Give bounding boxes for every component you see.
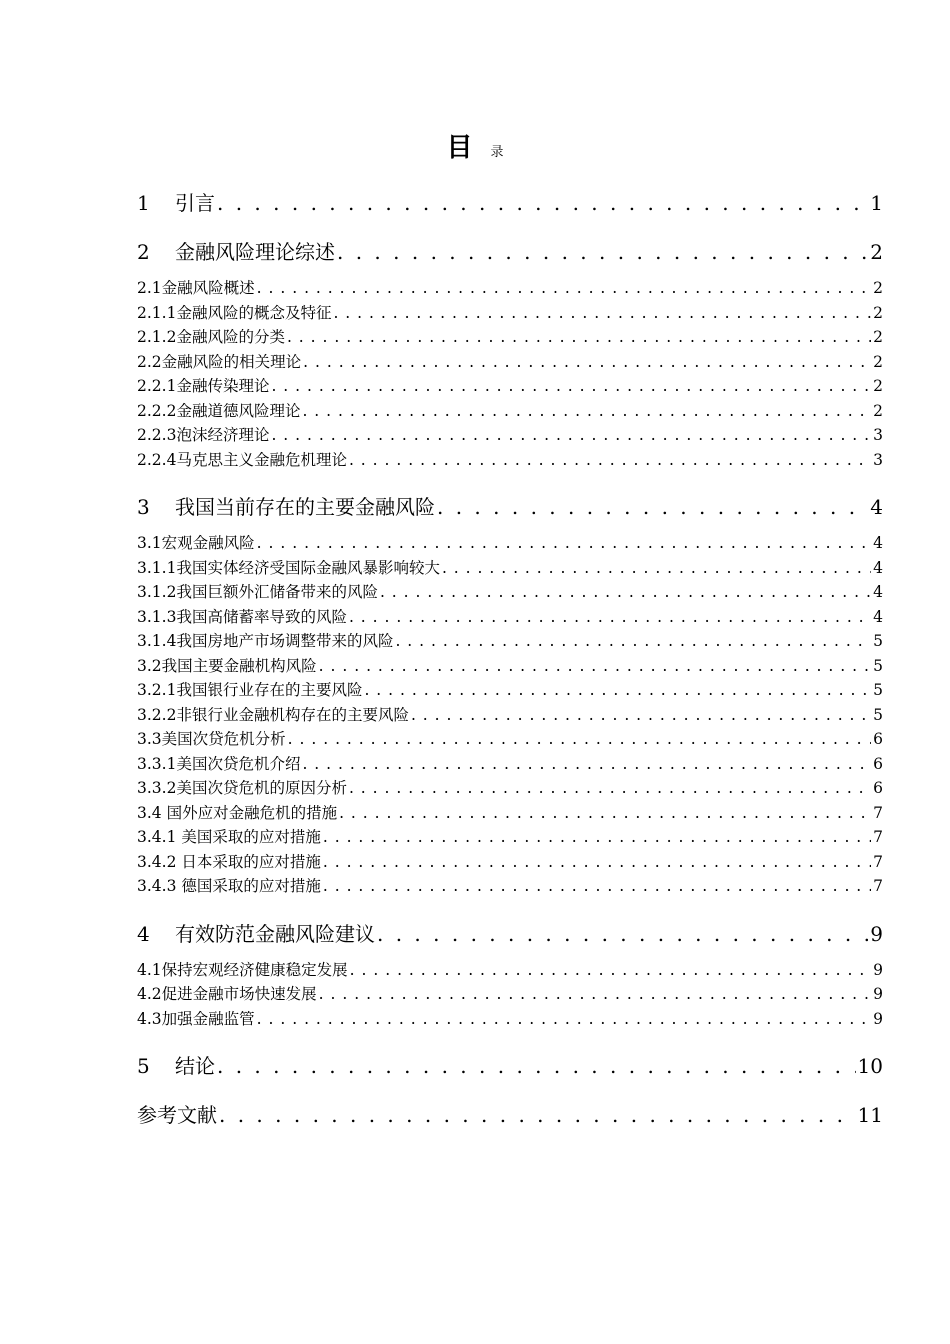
toc-entry-label bbox=[137, 850, 321, 875]
toc-page-number: 5 bbox=[873, 681, 883, 699]
toc-dot-leader bbox=[349, 605, 871, 630]
toc-entry-label bbox=[137, 350, 301, 375]
toc-dot-leader bbox=[350, 958, 871, 983]
toc-page-number: 9 bbox=[870, 921, 883, 946]
toc-dot-leader bbox=[323, 874, 871, 899]
toc-entry-label bbox=[137, 654, 317, 679]
toc-chapter-entry[interactable] bbox=[137, 190, 883, 217]
toc-chapter-entry[interactable] bbox=[137, 1053, 883, 1080]
toc-entry-label bbox=[137, 752, 300, 777]
toc-dot-leader bbox=[271, 374, 871, 399]
toc-entry-text: 4.2促进金融市场快速发展 bbox=[137, 985, 317, 1003]
toc-section-entry[interactable] bbox=[137, 958, 883, 983]
toc-page-number: 4 bbox=[873, 534, 883, 552]
toc-page-number: 9 bbox=[873, 985, 883, 1003]
toc-dot-leader bbox=[287, 325, 871, 350]
toc-entry-label bbox=[137, 239, 335, 266]
toc-chapter-entry[interactable] bbox=[137, 1102, 883, 1129]
toc-title bbox=[0, 132, 950, 169]
toc-chapter-number: 1 bbox=[137, 191, 150, 215]
toc-entry-label bbox=[137, 982, 317, 1007]
toc-dot-leader bbox=[271, 423, 871, 448]
toc-entry-text: 3.4.2 日本采取的应对措施 bbox=[137, 852, 321, 871]
toc-dot-leader bbox=[395, 629, 871, 654]
toc-section-entry[interactable] bbox=[137, 703, 883, 728]
toc-section-entry[interactable] bbox=[137, 605, 883, 630]
toc-dot-leader bbox=[437, 494, 868, 521]
toc-page-number: 5 bbox=[873, 632, 883, 650]
toc-chapter-number: 4 bbox=[137, 921, 150, 946]
toc-dot-leader bbox=[337, 239, 868, 266]
toc-entry-label bbox=[137, 423, 269, 448]
toc-entry-text: 有效防范金融风险建议 bbox=[175, 921, 375, 946]
toc-section-entry[interactable] bbox=[137, 580, 883, 605]
toc-dot-leader bbox=[217, 190, 868, 217]
toc-entry-text: 我国当前存在的主要金融风险 bbox=[175, 495, 435, 519]
toc-dot-leader bbox=[217, 1053, 856, 1080]
toc-entry-label bbox=[137, 703, 409, 728]
toc-entry-label bbox=[137, 1053, 215, 1080]
toc-entry-text: 2.2.1金融传染理论 bbox=[137, 377, 270, 395]
toc-entry-label bbox=[137, 678, 362, 703]
toc-page-number: 4 bbox=[873, 607, 883, 626]
toc-entry-text: 3.4.1 美国采取的应对措施 bbox=[137, 828, 321, 846]
toc-dot-leader bbox=[333, 301, 871, 326]
toc-section-entry[interactable] bbox=[137, 629, 883, 654]
toc-section-entry[interactable] bbox=[137, 1007, 883, 1032]
toc-section-entry[interactable] bbox=[137, 556, 883, 581]
toc-dot-leader bbox=[380, 580, 871, 605]
toc-entry-label bbox=[137, 874, 321, 899]
toc-dot-leader bbox=[323, 850, 871, 875]
toc-entry-text: 3.1.3我国高储蓄率导致的风险 bbox=[137, 607, 347, 626]
table-of-contents bbox=[137, 190, 883, 1129]
toc-chapter-number: 5 bbox=[137, 1054, 150, 1078]
toc-section-entry[interactable] bbox=[137, 531, 883, 556]
toc-section-entry[interactable] bbox=[137, 801, 883, 826]
toc-page-number: 6 bbox=[873, 730, 883, 748]
toc-dot-leader bbox=[257, 531, 871, 556]
toc-dot-leader bbox=[302, 752, 871, 777]
toc-page-number: 2 bbox=[873, 279, 883, 297]
toc-title-sub: 录 bbox=[490, 145, 504, 160]
toc-entry-label bbox=[137, 190, 215, 217]
toc-page-number: 7 bbox=[873, 828, 883, 846]
toc-page-number: 2 bbox=[873, 303, 883, 322]
toc-dot-leader bbox=[349, 448, 871, 473]
toc-entry-text: 3.3美国次贷危机分析 bbox=[137, 730, 286, 748]
toc-entry-label bbox=[137, 399, 300, 424]
toc-entry-text: 4.1保持宏观经济健康稳定发展 bbox=[137, 960, 348, 979]
toc-section-entry[interactable] bbox=[137, 850, 883, 875]
toc-section-entry[interactable] bbox=[137, 350, 883, 375]
toc-entry-text: 3.1.4我国房地产市场调整带来的风险 bbox=[137, 632, 394, 650]
toc-entry-text: 2.2.2金融道德风险理论 bbox=[137, 401, 301, 420]
toc-entry-text: 2.2金融风险的相关理论 bbox=[137, 352, 302, 371]
toc-chapter-number: 3 bbox=[137, 495, 150, 519]
toc-entry-label bbox=[137, 1007, 255, 1032]
toc-page-number: 1 bbox=[870, 191, 883, 215]
toc-section-entry[interactable] bbox=[137, 301, 883, 326]
toc-dot-leader bbox=[303, 350, 871, 375]
toc-entry-label bbox=[137, 958, 348, 983]
toc-entry-text: 3.2.2非银行业金融机构存在的主要风险 bbox=[137, 705, 409, 724]
toc-entry-text: 2.1.2金融风险的分类 bbox=[137, 328, 285, 346]
toc-entry-label bbox=[137, 580, 378, 605]
toc-entry-text: 3.4.3 德国采取的应对措施 bbox=[137, 877, 321, 895]
toc-entry-label bbox=[137, 301, 331, 326]
toc-page-number: 2 bbox=[873, 352, 883, 371]
toc-dot-leader bbox=[364, 678, 871, 703]
toc-entry-text: 2.2.4马克思主义金融危机理论 bbox=[137, 450, 347, 469]
toc-page-number: 9 bbox=[873, 960, 883, 979]
toc-entry-text: 参考文献 bbox=[137, 1103, 217, 1127]
toc-entry-text: 4.3加强金融监管 bbox=[137, 1009, 255, 1028]
toc-section-entry[interactable] bbox=[137, 654, 883, 679]
toc-entry-text: 3.3.1美国次贷危机介绍 bbox=[137, 754, 301, 773]
toc-entry-text: 3.4 国外应对金融危机的措施 bbox=[137, 803, 338, 822]
toc-page-number: 4 bbox=[873, 558, 883, 577]
toc-section-entry[interactable] bbox=[137, 276, 883, 301]
toc-entry-text: 3.1.1我国实体经济受国际金融风暴影响较大 bbox=[137, 558, 440, 577]
toc-entry-label bbox=[137, 494, 435, 521]
toc-section-entry[interactable] bbox=[137, 982, 883, 1007]
toc-entry-label bbox=[137, 629, 393, 654]
toc-section-entry[interactable] bbox=[137, 825, 883, 850]
toc-dot-leader bbox=[257, 1007, 871, 1032]
toc-entry-label bbox=[137, 921, 375, 948]
toc-entry-text: 2.1金融风险概述 bbox=[137, 279, 255, 297]
toc-chapter-number: 2 bbox=[137, 240, 150, 264]
toc-section-entry[interactable] bbox=[137, 752, 883, 777]
toc-entry-label bbox=[137, 825, 321, 850]
toc-page-number: 7 bbox=[873, 877, 883, 895]
toc-title-main: 目 bbox=[446, 133, 473, 163]
toc-page-number: 10 bbox=[857, 1054, 883, 1078]
toc-page-number: 2 bbox=[873, 377, 883, 395]
toc-entry-label bbox=[137, 325, 285, 350]
toc-dot-leader bbox=[349, 776, 871, 801]
toc-dot-leader bbox=[319, 982, 871, 1007]
toc-page-number: 5 bbox=[873, 705, 883, 724]
toc-entry-label bbox=[137, 727, 286, 752]
toc-section-entry[interactable] bbox=[137, 776, 883, 801]
toc-page-number: 6 bbox=[873, 779, 883, 797]
toc-entry-label bbox=[137, 556, 440, 581]
toc-page-number: 5 bbox=[873, 656, 883, 675]
toc-chapter-entry[interactable] bbox=[137, 494, 883, 521]
toc-page-number: 9 bbox=[873, 1009, 883, 1028]
toc-dot-leader bbox=[302, 399, 871, 424]
toc-page-number: 4 bbox=[873, 583, 883, 601]
toc-section-entry[interactable] bbox=[137, 374, 883, 399]
toc-entry-label bbox=[137, 801, 337, 826]
toc-page-number: 3 bbox=[873, 450, 883, 469]
toc-entry-text: 3.3.2美国次贷危机的原因分析 bbox=[137, 779, 347, 797]
toc-page-number: 7 bbox=[873, 803, 883, 822]
toc-entry-text: 3.1宏观金融风险 bbox=[137, 534, 255, 552]
toc-page-number: 11 bbox=[857, 1103, 883, 1127]
toc-chapter-entry[interactable] bbox=[137, 239, 883, 266]
toc-entry-label bbox=[137, 776, 347, 801]
toc-dot-leader bbox=[257, 276, 871, 301]
toc-page-number: 6 bbox=[873, 754, 883, 773]
toc-dot-leader bbox=[339, 801, 871, 826]
toc-page-number: 4 bbox=[870, 495, 883, 519]
toc-dot-leader bbox=[442, 556, 871, 581]
toc-section-entry[interactable] bbox=[137, 423, 883, 448]
toc-entry-label bbox=[137, 374, 269, 399]
toc-entry-label bbox=[137, 448, 347, 473]
toc-entry-text: 3.2我国主要金融机构风险 bbox=[137, 656, 317, 675]
toc-entry-text: 3.2.1我国银行业存在的主要风险 bbox=[137, 681, 363, 699]
toc-dot-leader bbox=[219, 1102, 856, 1129]
toc-page-number: 3 bbox=[873, 426, 883, 444]
toc-dot-leader bbox=[411, 703, 871, 728]
toc-page-number: 2 bbox=[870, 240, 883, 264]
toc-entry-text: 2.2.3泡沫经济理论 bbox=[137, 426, 270, 444]
toc-entry-text: 引言 bbox=[175, 191, 215, 215]
toc-entry-label bbox=[137, 1102, 217, 1129]
toc-entry-text: 3.1.2我国巨额外汇储备带来的风险 bbox=[137, 583, 378, 601]
toc-section-entry[interactable] bbox=[137, 874, 883, 899]
toc-entry-label bbox=[137, 531, 255, 556]
toc-entry-text: 金融风险理论综述 bbox=[175, 240, 335, 264]
toc-dot-leader bbox=[288, 727, 871, 752]
toc-section-entry[interactable] bbox=[137, 448, 883, 473]
toc-chapter-entry[interactable] bbox=[137, 921, 883, 948]
toc-page-number: 2 bbox=[873, 401, 883, 420]
toc-entry-label bbox=[137, 276, 255, 301]
toc-section-entry[interactable] bbox=[137, 678, 883, 703]
toc-page-number: 2 bbox=[873, 328, 883, 346]
toc-section-entry[interactable] bbox=[137, 727, 883, 752]
toc-dot-leader bbox=[319, 654, 871, 679]
toc-entry-text: 结论 bbox=[175, 1054, 215, 1078]
toc-page-number: 7 bbox=[873, 852, 883, 871]
toc-section-entry[interactable] bbox=[137, 399, 883, 424]
toc-section-entry[interactable] bbox=[137, 325, 883, 350]
toc-dot-leader bbox=[323, 825, 871, 850]
toc-dot-leader bbox=[377, 921, 868, 948]
toc-entry-text: 2.1.1金融风险的概念及特征 bbox=[137, 303, 332, 322]
toc-entry-label bbox=[137, 605, 347, 630]
